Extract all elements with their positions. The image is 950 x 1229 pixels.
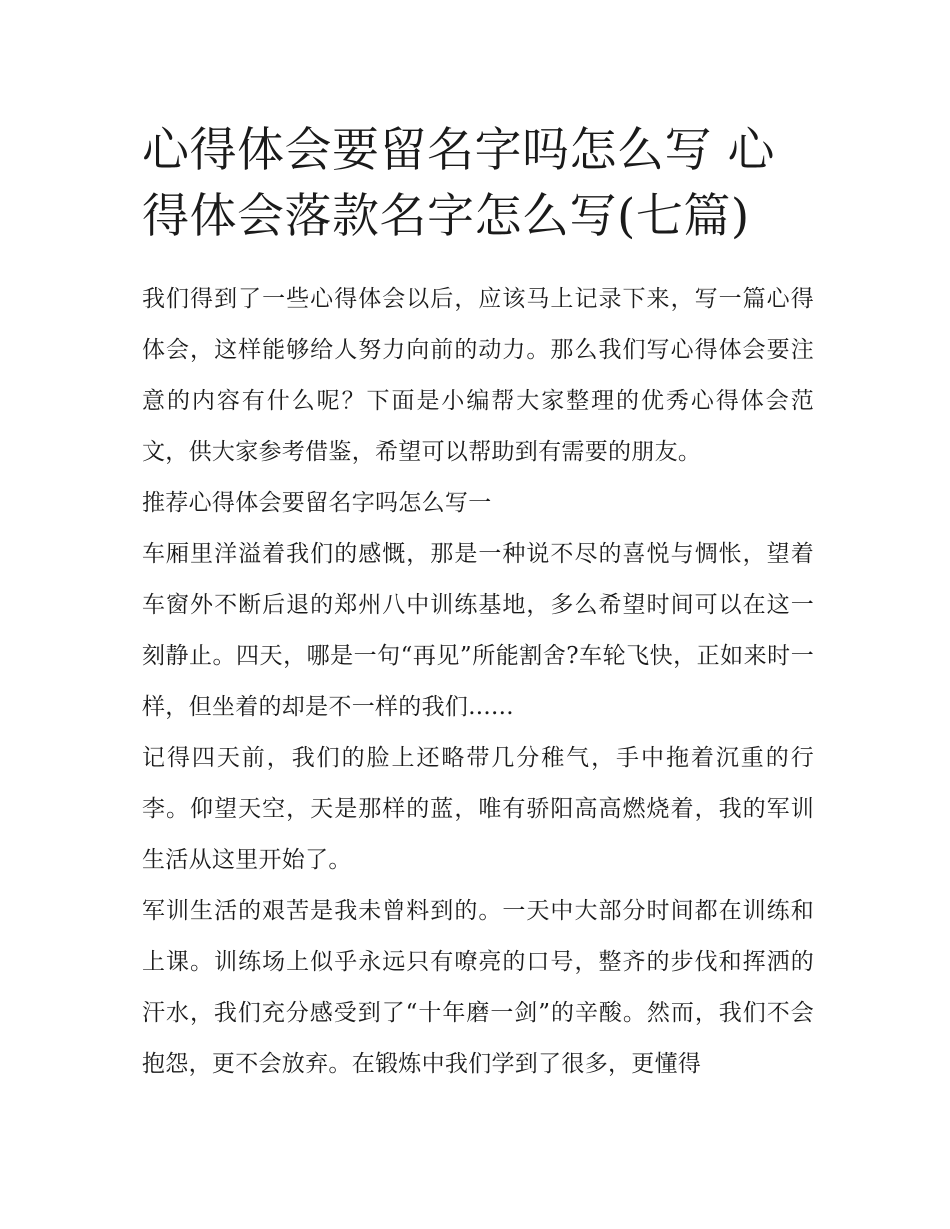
document-title: 心得体会要留名字吗怎么写 心得体会落款名字怎么写(七篇) (142, 123, 775, 244)
intro-paragraph: 我们得到了一些心得体会以后，应该马上记录下来，写一篇心得体会，这样能够给人努力向前的动力。那么我们写心得体会要注意的内容有什么呢？下面是小编帮大家整理的优秀心得体会范文，供大家参考借鉴，希望可以帮助到有需要的朋友。 (142, 286, 814, 465)
body-paragraph: 车厢里洋溢着我们的感慨，那是一种说不尽的喜悦与惆怅，望着车窗外不断后退的郑州八中训练基地，多么希望时间可以在这一刻静止。四天，哪是一句“再见”所能割舍?车轮飞快，正如来时一样，但坐着的却是不一样的我们...... (142, 541, 814, 720)
body-paragraph: 记得四天前，我们的脸上还略带几分稚气，手中拖着沉重的行李。仰望天空，天是那样的蓝，唯有骄阳高高燃烧着，我的军训生活从这里开始了。 (142, 745, 814, 873)
body-paragraph: 军训生活的艰苦是我未曾料到的。一天中大部分时间都在训练和上课。训练场上似乎永远只有嘹亮的口号，整齐的步伐和挥洒的汗水，我们充分感受到了“十年磨一剑”的辛酸。然而，我们不会抱怨，更不会放弃。在锻炼中我们学到了很多，更懂得 (142, 898, 814, 1077)
document-page (142, 118, 814, 1090)
section-heading: 推荐心得体会要留名字吗怎么写一 (142, 490, 492, 516)
